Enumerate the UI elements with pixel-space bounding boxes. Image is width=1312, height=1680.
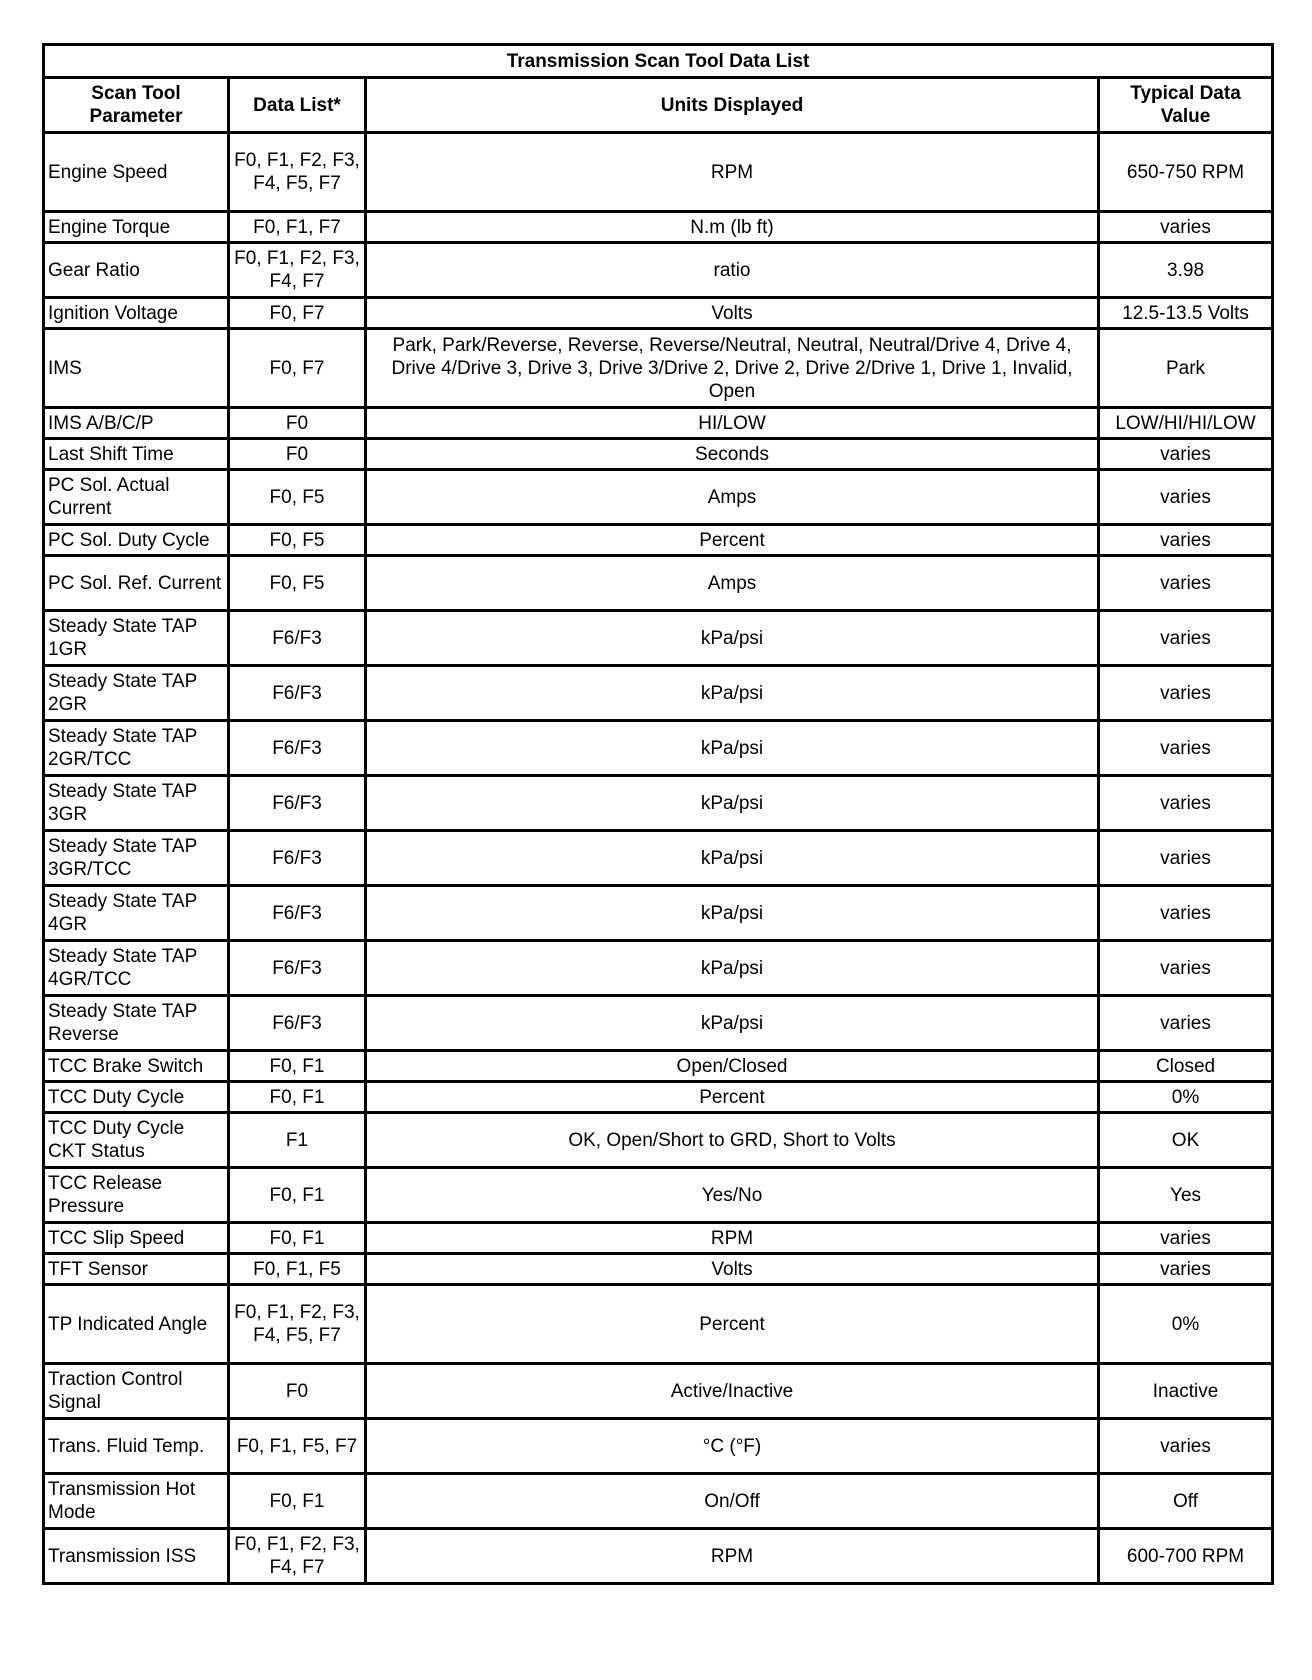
row-parameter: IMS A/B/C/P	[44, 408, 229, 439]
table-row	[44, 996, 1273, 1051]
table-row	[44, 1529, 1273, 1584]
row-data-list: F0, F1, F2, F3, F4, F7	[229, 1529, 366, 1584]
row-units: Percent	[366, 1082, 1099, 1113]
row-units: kPa/psi	[366, 776, 1099, 831]
row-data-list: F0, F1, F5	[229, 1254, 366, 1285]
row-parameter: Engine Torque	[44, 212, 229, 243]
table-title: Transmission Scan Tool Data List	[44, 45, 1273, 78]
row-typical-value: 0%	[1099, 1082, 1273, 1113]
row-data-list: F0, F1, F2, F3, F4, F5, F7	[229, 1285, 366, 1364]
row-data-list: F0, F1	[229, 1051, 366, 1082]
row-typical-value: varies	[1099, 212, 1273, 243]
row-data-list: F0, F5	[229, 556, 366, 611]
row-data-list: F0, F5	[229, 525, 366, 556]
row-units: Amps	[366, 556, 1099, 611]
row-typical-value: varies	[1099, 1223, 1273, 1254]
table-row	[44, 611, 1273, 666]
table-row	[44, 1223, 1273, 1254]
row-units: RPM	[366, 1529, 1099, 1584]
row-units: kPa/psi	[366, 611, 1099, 666]
row-parameter: TP Indicated Angle	[44, 1285, 229, 1364]
row-data-list: F6/F3	[229, 721, 366, 776]
table-row	[44, 133, 1273, 212]
row-units: Percent	[366, 525, 1099, 556]
row-data-list: F6/F3	[229, 776, 366, 831]
row-typical-value: varies	[1099, 666, 1273, 721]
row-data-list: F6/F3	[229, 996, 366, 1051]
row-data-list: F6/F3	[229, 666, 366, 721]
row-typical-value: LOW/HI/HI/LOW	[1099, 408, 1273, 439]
row-parameter: TCC Duty Cycle	[44, 1082, 229, 1113]
row-units: kPa/psi	[366, 831, 1099, 886]
row-typical-value: 650-750 RPM	[1099, 133, 1273, 212]
row-data-list: F0	[229, 439, 366, 470]
row-typical-value: Park	[1099, 329, 1273, 408]
table-row	[44, 408, 1273, 439]
table-row	[44, 212, 1273, 243]
row-parameter: PC Sol. Duty Cycle	[44, 525, 229, 556]
row-units: kPa/psi	[366, 666, 1099, 721]
table-row	[44, 1051, 1273, 1082]
row-typical-value: varies	[1099, 721, 1273, 776]
row-data-list: F0	[229, 408, 366, 439]
table-row	[44, 1285, 1273, 1364]
table-row	[44, 831, 1273, 886]
row-parameter: Steady State TAP 3GR/TCC	[44, 831, 229, 886]
row-data-list: F0, F1	[229, 1082, 366, 1113]
row-units: OK, Open/Short to GRD, Short to Volts	[366, 1113, 1099, 1168]
row-typical-value: 3.98	[1099, 243, 1273, 298]
row-units: kPa/psi	[366, 886, 1099, 941]
header-scan-tool-parameter: Scan Tool Parameter	[44, 78, 229, 133]
row-data-list: F0, F1	[229, 1223, 366, 1254]
row-units: kPa/psi	[366, 721, 1099, 776]
row-units: °C (°F)	[366, 1419, 1099, 1474]
row-parameter: PC Sol. Actual Current	[44, 470, 229, 525]
table-row	[44, 886, 1273, 941]
table-row	[44, 439, 1273, 470]
row-data-list: F1	[229, 1113, 366, 1168]
row-data-list: F6/F3	[229, 611, 366, 666]
row-parameter: Ignition Voltage	[44, 298, 229, 329]
row-typical-value: varies	[1099, 831, 1273, 886]
table-row	[44, 776, 1273, 831]
row-typical-value: varies	[1099, 556, 1273, 611]
row-parameter: Steady State TAP 2GR	[44, 666, 229, 721]
row-data-list: F0, F1, F2, F3, F4, F7	[229, 243, 366, 298]
row-units: Yes/No	[366, 1168, 1099, 1223]
row-data-list: F0, F1, F7	[229, 212, 366, 243]
row-units: Park, Park/Reverse, Reverse, Reverse/Neutral, Neutral, Neutral/Drive 4, Drive 4, Drive 4/Drive 3, Drive 3, Drive 3/Drive 2, Drive 2, Drive 2/Drive 1, Drive 1, Invalid, Open	[366, 329, 1099, 408]
table-row	[44, 243, 1273, 298]
row-parameter: Steady State TAP 3GR	[44, 776, 229, 831]
row-typical-value: Closed	[1099, 1051, 1273, 1082]
row-units: Volts	[366, 1254, 1099, 1285]
row-data-list: F0, F5	[229, 470, 366, 525]
row-parameter: Traction Control Signal	[44, 1364, 229, 1419]
row-parameter: Steady State TAP 4GR	[44, 886, 229, 941]
row-parameter: TCC Release Pressure	[44, 1168, 229, 1223]
table-row	[44, 298, 1273, 329]
row-typical-value: varies	[1099, 941, 1273, 996]
table-row	[44, 470, 1273, 525]
row-parameter: TCC Duty Cycle CKT Status	[44, 1113, 229, 1168]
row-parameter: Engine Speed	[44, 133, 229, 212]
header-typical-data-value: Typical Data Value	[1099, 78, 1273, 133]
header-units-displayed: Units Displayed	[366, 78, 1099, 133]
row-units: On/Off	[366, 1474, 1099, 1529]
row-data-list: F0, F7	[229, 329, 366, 408]
row-units: Volts	[366, 298, 1099, 329]
row-units: kPa/psi	[366, 996, 1099, 1051]
row-units: RPM	[366, 1223, 1099, 1254]
table-row	[44, 1419, 1273, 1474]
row-data-list: F6/F3	[229, 941, 366, 996]
row-parameter: TFT Sensor	[44, 1254, 229, 1285]
row-parameter: Trans. Fluid Temp.	[44, 1419, 229, 1474]
row-units: RPM	[366, 133, 1099, 212]
row-data-list: F6/F3	[229, 886, 366, 941]
row-typical-value: varies	[1099, 1419, 1273, 1474]
row-typical-value: varies	[1099, 886, 1273, 941]
row-parameter: Steady State TAP Reverse	[44, 996, 229, 1051]
table-row	[44, 1364, 1273, 1419]
row-typical-value: varies	[1099, 439, 1273, 470]
row-parameter: TCC Brake Switch	[44, 1051, 229, 1082]
row-typical-value: 600-700 RPM	[1099, 1529, 1273, 1584]
row-parameter: TCC Slip Speed	[44, 1223, 229, 1254]
table-row	[44, 1082, 1273, 1113]
row-typical-value: varies	[1099, 776, 1273, 831]
row-parameter: IMS	[44, 329, 229, 408]
row-units: Percent	[366, 1285, 1099, 1364]
row-parameter: Last Shift Time	[44, 439, 229, 470]
row-typical-value: Off	[1099, 1474, 1273, 1529]
row-data-list: F0, F7	[229, 298, 366, 329]
table-row	[44, 329, 1273, 408]
row-parameter: Steady State TAP 1GR	[44, 611, 229, 666]
row-parameter: Steady State TAP 4GR/TCC	[44, 941, 229, 996]
row-data-list: F0, F1	[229, 1168, 366, 1223]
row-typical-value: Yes	[1099, 1168, 1273, 1223]
row-typical-value: 12.5-13.5 Volts	[1099, 298, 1273, 329]
row-units: kPa/psi	[366, 941, 1099, 996]
row-typical-value: OK	[1099, 1113, 1273, 1168]
row-data-list: F0, F1, F2, F3, F4, F5, F7	[229, 133, 366, 212]
table-row	[44, 1474, 1273, 1529]
scan-tool-data-table	[42, 43, 1274, 1585]
row-parameter: Transmission Hot Mode	[44, 1474, 229, 1529]
table-row	[44, 721, 1273, 776]
row-parameter: Gear Ratio	[44, 243, 229, 298]
table-row	[44, 1113, 1273, 1168]
row-typical-value: 0%	[1099, 1285, 1273, 1364]
row-typical-value: Inactive	[1099, 1364, 1273, 1419]
table-row	[44, 525, 1273, 556]
table-row	[44, 1168, 1273, 1223]
row-units: Active/Inactive	[366, 1364, 1099, 1419]
table-row	[44, 556, 1273, 611]
table-row	[44, 1254, 1273, 1285]
row-units: ratio	[366, 243, 1099, 298]
row-units: Seconds	[366, 439, 1099, 470]
row-units: N.m (lb ft)	[366, 212, 1099, 243]
row-parameter: PC Sol. Ref. Current	[44, 556, 229, 611]
row-units: HI/LOW	[366, 408, 1099, 439]
row-typical-value: varies	[1099, 996, 1273, 1051]
row-data-list: F0	[229, 1364, 366, 1419]
table-row	[44, 941, 1273, 996]
row-data-list: F0, F1	[229, 1474, 366, 1529]
row-typical-value: varies	[1099, 611, 1273, 666]
row-data-list: F6/F3	[229, 831, 366, 886]
row-units: Amps	[366, 470, 1099, 525]
header-data-list: Data List*	[229, 78, 366, 133]
row-data-list: F0, F1, F5, F7	[229, 1419, 366, 1474]
row-typical-value: varies	[1099, 1254, 1273, 1285]
row-typical-value: varies	[1099, 525, 1273, 556]
table-row	[44, 666, 1273, 721]
row-parameter: Steady State TAP 2GR/TCC	[44, 721, 229, 776]
row-typical-value: varies	[1099, 470, 1273, 525]
row-units: Open/Closed	[366, 1051, 1099, 1082]
row-parameter: Transmission ISS	[44, 1529, 229, 1584]
